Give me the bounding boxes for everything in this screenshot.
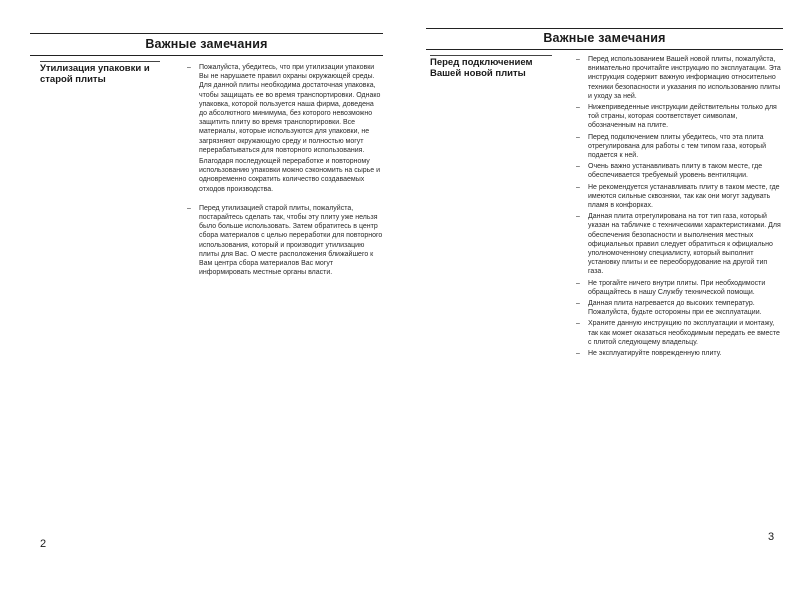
section-heading: Перед подключением Вашей новой плиты <box>430 57 533 79</box>
item-text: Перед утилизацией старой плиты, пожалуйста, постарайтесь сделать так, чтобы эту плиту уже нельзя было больше использовать. Затем обратитесь в центр сбора материалов с целью переработки для повторного использования, который и производит утилизацию плиты для Вас. О месте расположения ближайшего к Вам центра сбора материалов Вас могут информировать местные органы власти. <box>199 204 383 277</box>
item-dash: – <box>576 320 580 328</box>
item-dash: – <box>576 56 580 63</box>
item-text: Не трогайте ничего внутри плиты. При необходимости обращайтесь в нашу Службу технической помощи. <box>588 279 766 296</box>
item-dash: – <box>576 163 580 171</box>
page-title: Важные замечания <box>145 37 268 51</box>
page-title: Важные замечания <box>543 31 666 45</box>
list-item <box>576 299 783 317</box>
item-dash: – <box>576 279 580 287</box>
heading-rule <box>40 61 160 62</box>
item-text: Перед использованием Вашей новой плиты, пожалуйста, внимательно прочитайте инструкцию по эксплуатации. Эта инструкция содержит важную информацию относительно техники безопасности и указания по использованию плиты и уходу за ней. <box>588 56 781 100</box>
item-dash: – <box>576 300 580 308</box>
list-item <box>576 349 783 358</box>
item-text: Не рекомендуется устанавливать плиту в таком месте, где имеются сильные сквозняки, так как они могут задувать пламя в конфорках. <box>588 183 780 210</box>
item-text: Нижеприведенные инструкции действительны только для той страны, которая соответствует символам, обозначенным на плите. <box>588 104 777 130</box>
section-body <box>576 55 783 360</box>
item-text: Храните данную инструкцию по эксплуатации и монтажу, так как может оказаться необходимым передать ее вместе с плитой следующему владельцу. <box>588 320 780 346</box>
item-dash: – <box>576 213 580 221</box>
section-heading: Утилизация упаковки и старой плиты <box>40 63 150 85</box>
list-item <box>576 183 783 211</box>
page-number: 2 <box>40 538 47 550</box>
item-dash: – <box>576 183 580 191</box>
item-text: Данная плита отрегулирована на тот тип газа, который указан на табличке с техническими характеристиками. Для обеспечения безопасности и выполнения местных официальных правил следует обратиться к официально уполномоченному специалисту, который выполнит установку плиты и ее переоборудование на другой тип газа. <box>588 213 781 276</box>
item-dash: – <box>187 64 191 71</box>
section-body <box>187 63 383 279</box>
list-item <box>576 103 783 131</box>
list-item <box>576 319 783 347</box>
item-text: Очень важно устанавливать плиту в таком месте, где обеспечивается требуемый уровень вентиляции. <box>588 163 763 180</box>
item-dash: – <box>576 350 580 358</box>
item-text: Не эксплуатируйте поврежденную плиту. <box>588 350 722 358</box>
list-item <box>576 55 783 101</box>
item-continuation: Благодаря последующей переработке и повторному использованию упаковки можно сэкономить на сырье и одновременно сократить количество создаваемых отходов производства. <box>199 158 381 193</box>
right-page <box>403 0 806 590</box>
header-bottom-rule <box>30 55 383 56</box>
list-item <box>576 279 783 297</box>
list-item <box>576 133 783 161</box>
item-dash: – <box>576 133 580 141</box>
list-item <box>576 212 783 276</box>
item-dash: – <box>576 104 580 112</box>
list-item <box>187 204 383 278</box>
page-number: 3 <box>768 531 775 543</box>
heading-rule <box>430 55 552 56</box>
item-dash: – <box>187 204 191 212</box>
list-item <box>187 63 383 155</box>
item-text: Пожалуйста, убедитесь, что при утилизации упаковки Вы не нарушаете правил охраны окружающей среды. Для данной плиты необходима достаточная упаковка, чтобы защищать ее во время транспортировки. Однако упаковка, которой пользуется наша фирма, доведена до абсолютного минимума, без которого невозможно защитить плиту во время транспортировки. Все материалы, которые используются для упаковки, не загрязняют окружающую среду и полностью могут перерабатываться для повторного использования. <box>199 64 381 154</box>
item-text: Данная плита нагревается до высоких температур. Пожалуйста, будьте осторожны при ее эксплуатации. <box>588 300 762 317</box>
header-top-rule <box>426 28 783 29</box>
list-item <box>576 162 783 180</box>
header-bottom-rule <box>426 49 783 50</box>
header-top-rule <box>30 33 383 34</box>
item-text: Перед подключением плиты убедитесь, что эта плита отрегулирована для работы с тем типом газа, который подается к ней. <box>588 133 766 160</box>
